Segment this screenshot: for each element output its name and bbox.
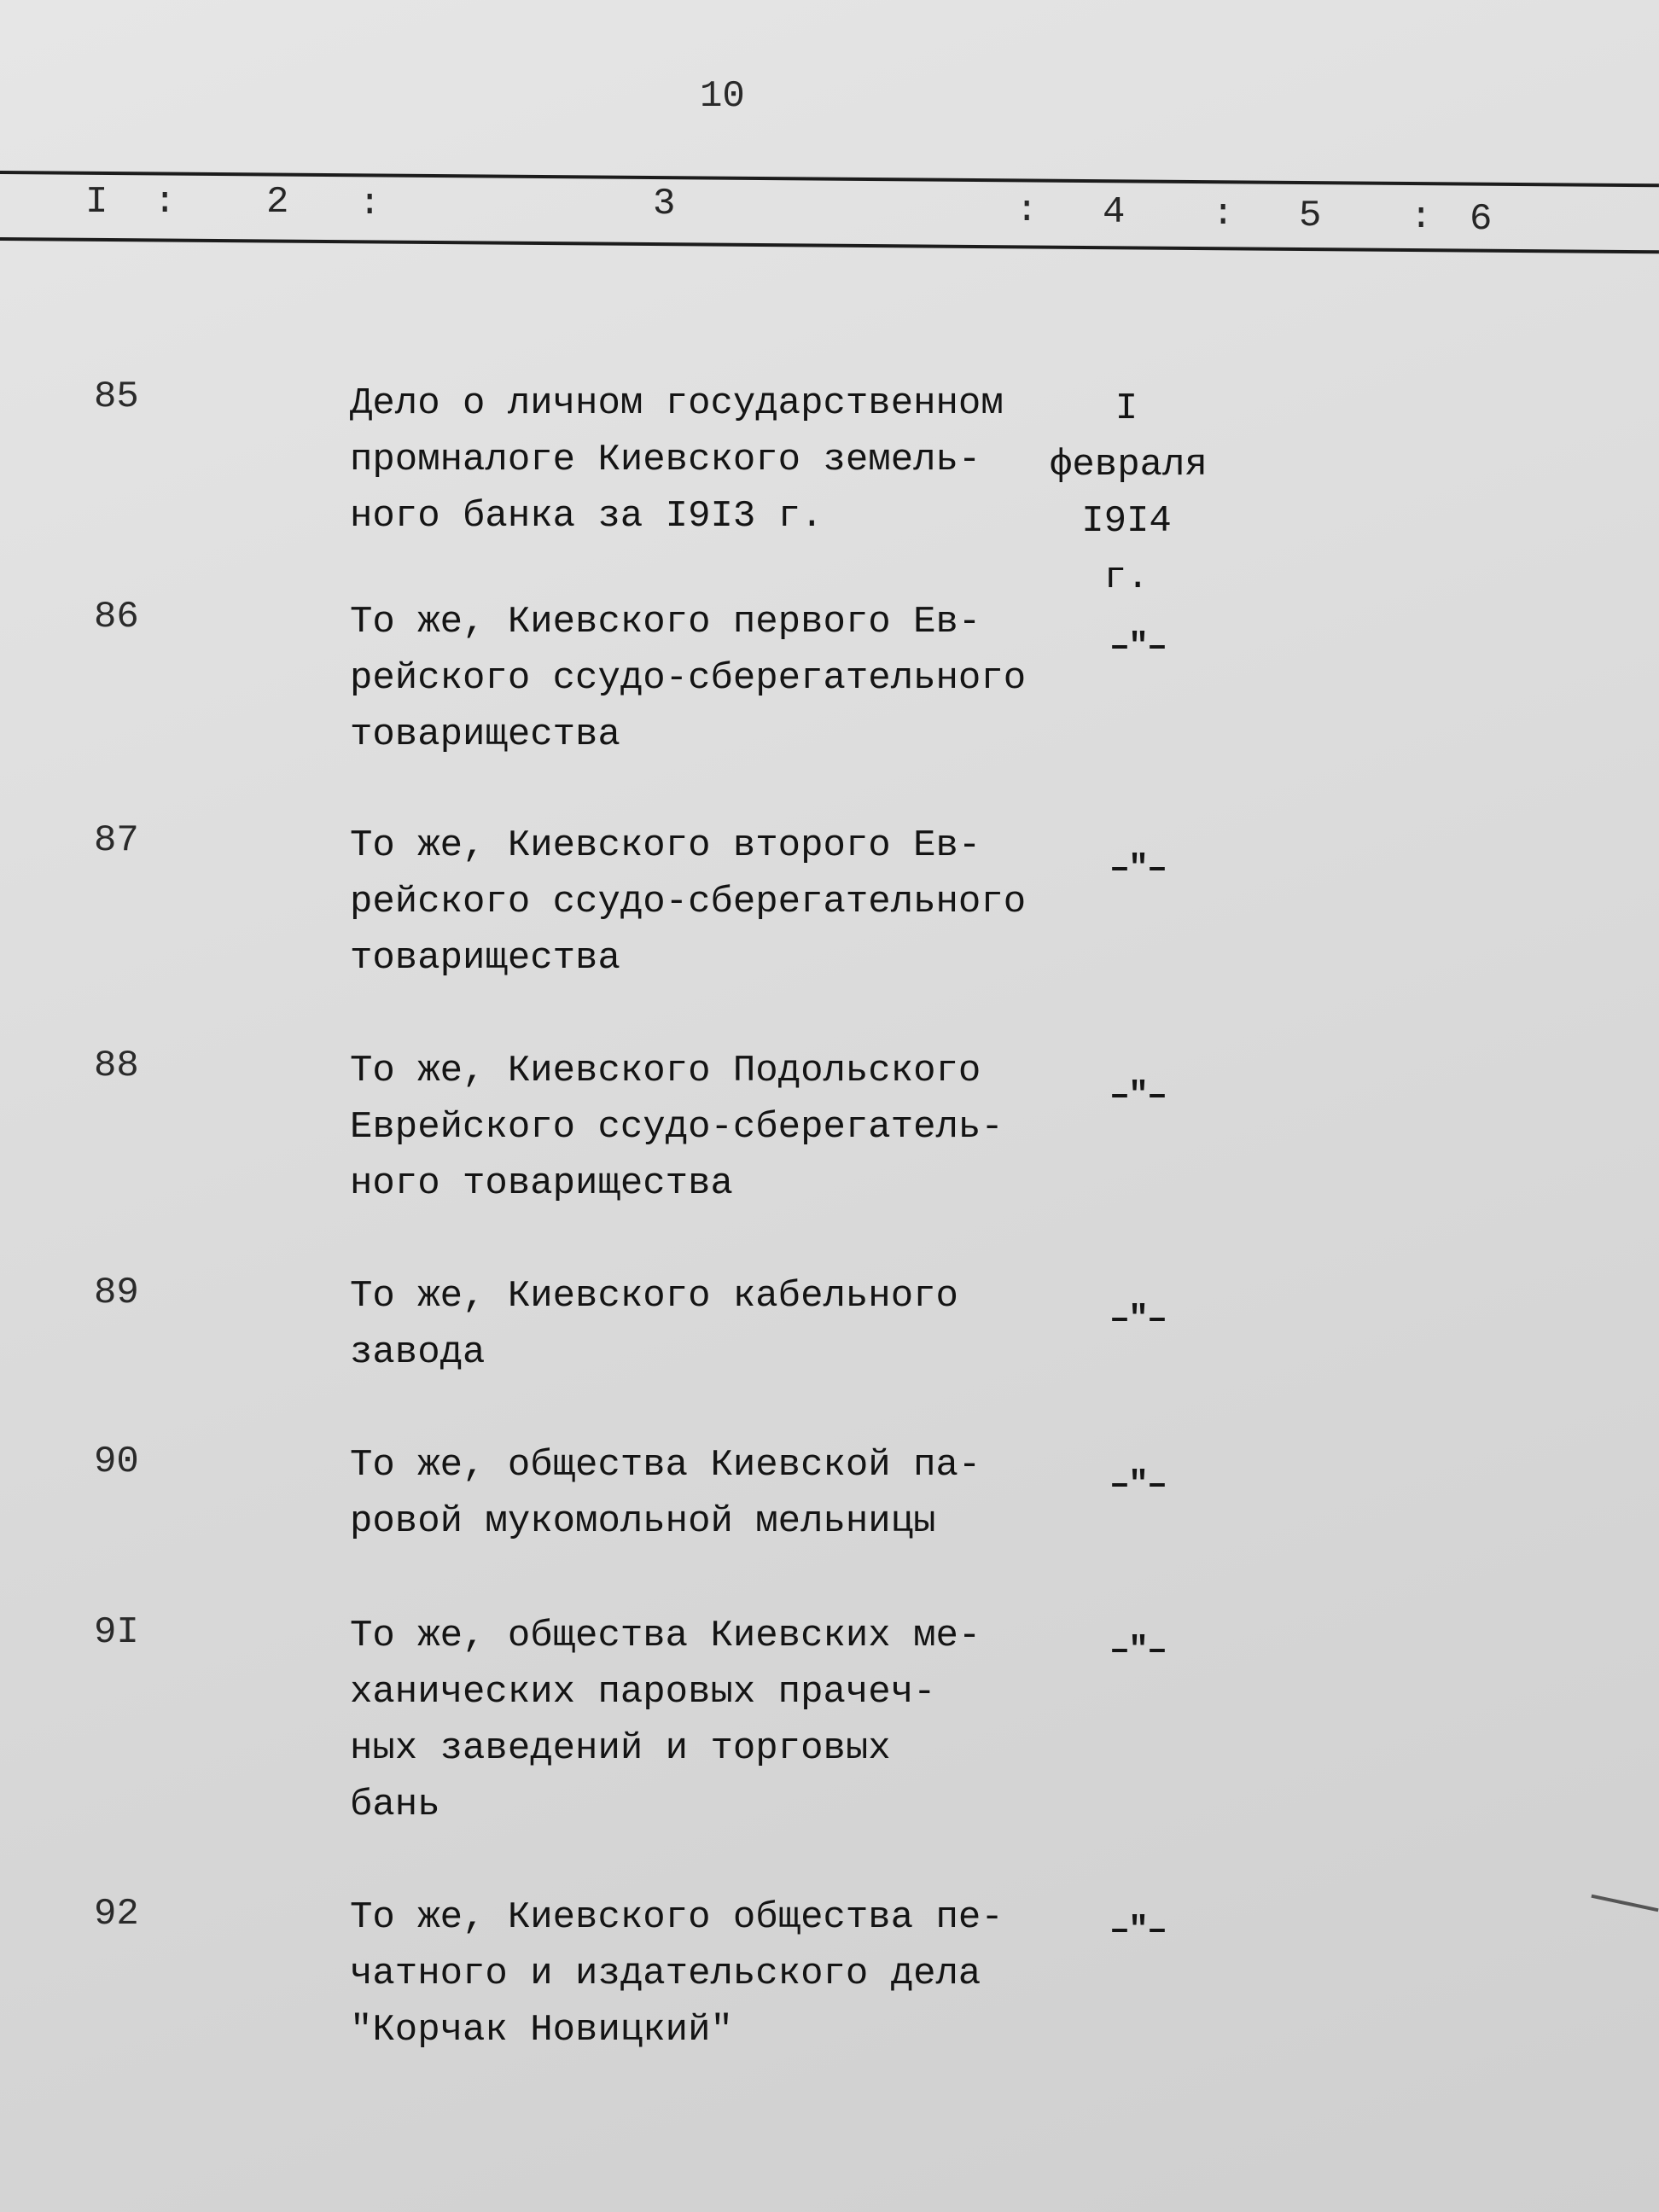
page-edge-mark <box>1591 1895 1658 1912</box>
ditto-mark: –"– <box>1109 1077 1167 1115</box>
column-header-3: 3 <box>653 183 676 225</box>
entry-description: То же, Киевского кабельного завода <box>350 1275 958 1374</box>
entry-date: I февраля I9I4 г. <box>1050 387 1208 599</box>
column-header-6: 6 <box>1470 198 1493 241</box>
ditto-mark: –"– <box>1109 1301 1167 1339</box>
entry-description: То же, Киевского второго Ев- рейского ссудо-сберегательного товарищества <box>350 824 1027 980</box>
entry-number: 85 <box>94 375 139 418</box>
entry-number: 88 <box>94 1045 139 1087</box>
table-top-rule <box>0 171 1659 187</box>
ditto-mark: –"– <box>1109 1466 1167 1505</box>
entry-number: 87 <box>94 819 139 862</box>
entry-description: Дело о личном государственном промналоге Киевского земель- ного банка за I9I3 г. <box>350 382 1004 538</box>
column-header-1: I <box>85 181 108 224</box>
entry-number: 90 <box>94 1441 139 1483</box>
ditto-mark: –"– <box>1109 850 1167 888</box>
entry-description: То же, общества Киевской па- ровой мукомольной мельницы <box>350 1444 981 1543</box>
column-header-2: 2 <box>266 181 289 224</box>
entry-description: То же, Киевского Подольского Еврейского ссудо-сберегатель- ного товарищества <box>350 1050 1004 1205</box>
page-number: 10 <box>700 75 745 118</box>
table-header-rule <box>0 237 1659 253</box>
ditto-mark: –"– <box>1109 1912 1167 1950</box>
ditto-mark: –"– <box>1109 1632 1167 1670</box>
column-separator: : <box>1212 193 1235 236</box>
entry-number: 86 <box>94 596 139 638</box>
column-header-4: 4 <box>1103 191 1126 234</box>
entry-number: 9I <box>94 1611 139 1654</box>
column-separator: : <box>1410 196 1433 239</box>
entry-description: То же, Киевского общества пе- чатного и издательского дела "Корчак Новицкий" <box>350 1896 1004 2052</box>
entry-number: 89 <box>94 1272 139 1314</box>
column-separator: : <box>1016 189 1039 232</box>
ditto-mark: –"– <box>1109 628 1167 667</box>
column-separator: : <box>154 181 177 224</box>
entry-description: То же, Киевского первого Ев- рейского ссудо-сберегательного товарищества <box>350 601 1027 756</box>
entry-number: 92 <box>94 1893 139 1936</box>
entry-description: То же, общества Киевских ме- ханических паровых прачеч- ных заведений и торговых бань <box>350 1615 981 1826</box>
column-header-5: 5 <box>1299 195 1322 237</box>
column-separator: : <box>358 183 381 225</box>
